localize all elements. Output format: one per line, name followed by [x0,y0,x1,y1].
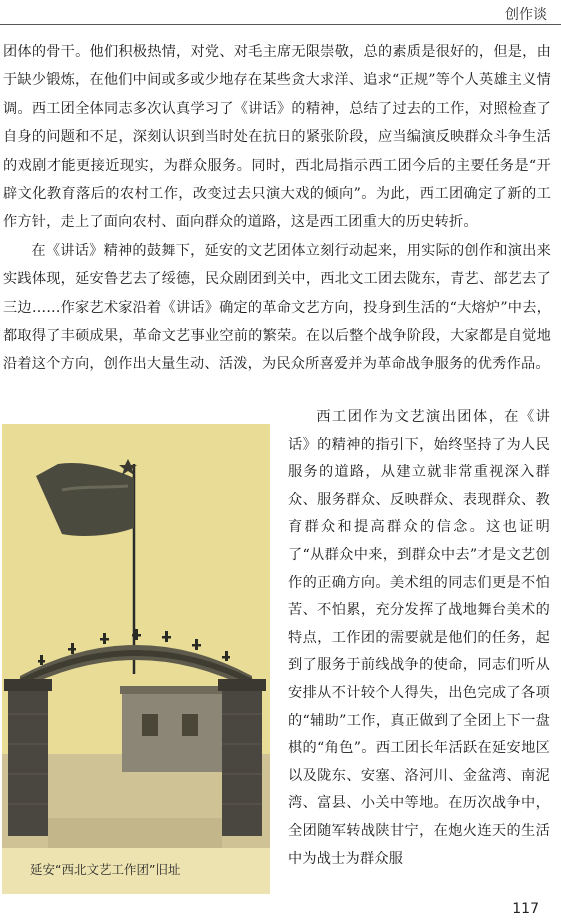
running-title: 创作谈 [505,7,547,23]
paragraph-1: 团体的骨干。他们积极热情，对党、对毛主席无限崇敬，总的素质是很好的，但是，由于缺少锻炼，在他们中间或多或少地存在某些贪大求洋、追求“正规”等个人英雄主义情调。西工团全体同志多次认真学习了《讲话》的精神，总结了过去的工作，对照检查了自身的问题和不足，深刻认识到当时处在抗日的紧张阶段，应当编演反映群众斗争生活的戏剧才能更接近现实，为群众服务。同时，西北局指示西工团今后的主要任务是“开辟文化教育落后的农村工作，改变过去只演大戏的倾向”。为此，西工团确定了新的工作方针，走上了面向农村、面向群众的道路，这是西工团重大的历史转折。 [3,44,551,231]
header-rule [0,24,561,25]
photo-caption: 延安“西北文艺工作团”旧址 [30,862,181,877]
historic-photo [2,424,270,848]
side-column-text [288,404,550,873]
side-paragraph: 西工团作为文艺演出团体，在《讲话》的精神的指引下，始终坚持了为人民服务的道路，从建立就非常重视深入群众、服务群众、反映群众、表现群众、教育群众和提高群众的信念。这也证明了“从群众中来，到群众中去”才是文艺创作的正确方向。美术组的同志们更是不怕苦、不怕累，充分发挥了战地舞台美术的特点，工作团的需要就是他们的任务，起到了服务于前线战争的使命，同志们听从安排从不计较个人得失，出色完成了各项的“辅助”工作，真正做到了全团上下一盘棋的“角色”。西工团长年活跃在延安地区以及陇东、安塞、洛河川、金盆湾、南泥湾、富县、小关中等地。在历次战争中，全团随军转战陕甘宁，在炮火连天的生活中为战士为群众服 [288,409,550,867]
body-text [3,38,551,379]
page-number: 117 [512,901,539,917]
photo-gate-illustration [2,424,270,848]
paragraph-2: 在《讲话》精神的鼓舞下，延安的文艺团体立刻行动起来，用实际的创作和演出来实践体现，延安鲁艺去了绥德，民众剧团到关中，西北文工团去陇东，青艺、部艺去了三边……作家艺术家沿着《讲话》确定的革命文艺方向，投身到生活的“大熔炉”中去，都取得了丰硕成果，革命文艺事业空前的繁荣。在以后整个战争阶段，大家都是自觉地沿着这个方向，创作出大量生动、活泼，为民众所喜爱并为革命战争服务的优秀作品。 [3,242,551,373]
